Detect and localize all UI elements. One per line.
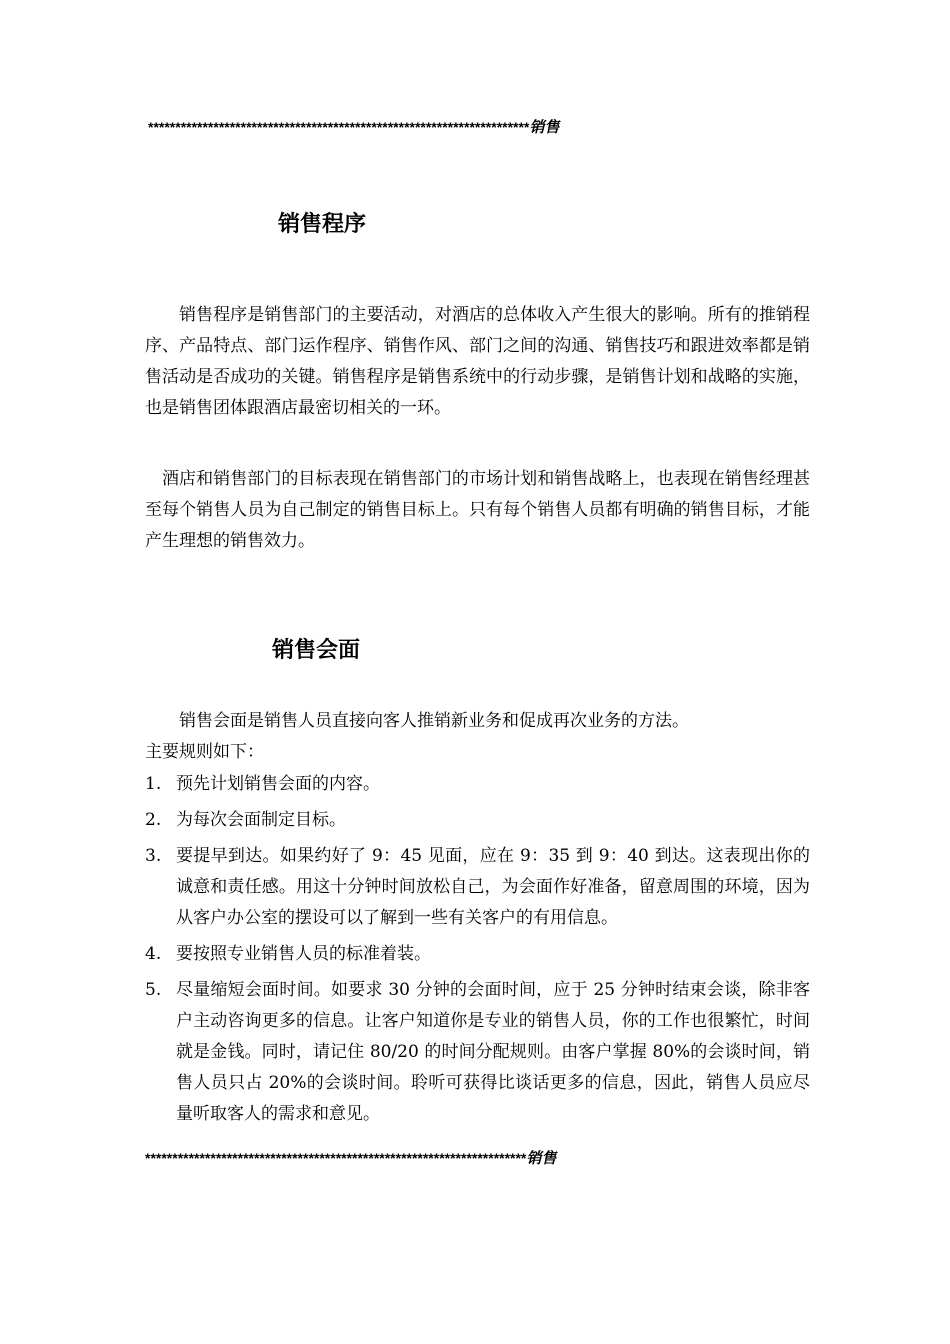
list-item-text: 预先计划销售会面的内容。 bbox=[176, 774, 380, 794]
footer-rule bbox=[145, 1147, 556, 1168]
list-item bbox=[145, 939, 810, 970]
paragraph: 销售程序是销售部门的主要活动，对酒店的总体收入产生很大的影响。所有的推销程序、产品特点、部门运作程序、销售作风、部门之间的沟通、销售技巧和跟进效率都是销售活动是否成功的关键。销售程序是销售系统中的行动步骤，是销售计划和战略的实施，也是销售团体跟酒店最密切相关的一环。 bbox=[145, 305, 810, 418]
list-item-number: 2. bbox=[145, 810, 162, 830]
list-item-number: 1. bbox=[145, 774, 162, 794]
list-item-text: 要提早到达。如果约好了 9：45 见面，应在 9：35 到 9：40 到达。这表现出你的诚意和责任感。用这十分钟时间放松自己，为会面作好准备，留意周围的环境，因为从客户办公室的摆设可以了解到一些有关客户的有用信息。 bbox=[176, 846, 810, 928]
header-rule bbox=[148, 116, 559, 137]
list-item-number: 4. bbox=[145, 944, 162, 964]
header-tag: 销售 bbox=[529, 119, 560, 136]
section-title-sales-meeting: 销售会面 bbox=[272, 638, 361, 663]
header-stars: ********************************************************************** bbox=[148, 119, 530, 135]
list-item bbox=[145, 769, 810, 800]
list-item bbox=[145, 975, 810, 1130]
rules-heading: 主要规则如下： bbox=[145, 742, 264, 762]
footer-stars: ********************************************************************** bbox=[145, 1150, 527, 1166]
list-item-text: 尽量缩短会面时间。如要求 30 分钟的会面时间，应于 25 分钟时结束会谈，除非客户主动咨询更多的信息。让客户知道你是专业的销售人员，你的工作也很繁忙，时间就是金钱。同时，请记住 80/20 的时间分配规则。由客户掌握 80%的会谈时间，销售人员只占 20%的会谈时间。聆听可获得比谈话更多的信息，因此，销售人员应尽量听取客人的需求和意见。 bbox=[176, 980, 810, 1124]
intro-paragraph: 销售会面是销售人员直接向客人推销新业务和促成再次业务的方法。 bbox=[179, 711, 689, 731]
rules-list bbox=[145, 769, 810, 1135]
list-item-text: 要按照专业销售人员的标准着装。 bbox=[176, 944, 431, 964]
section-title-sales-procedure: 销售程序 bbox=[278, 212, 367, 237]
list-item-text: 为每次会面制定目标。 bbox=[176, 810, 346, 830]
list-item-number: 3. bbox=[145, 846, 162, 866]
list-item bbox=[145, 805, 810, 836]
list-item-number: 5. bbox=[145, 980, 162, 1000]
paragraph: 酒店和销售部门的目标表现在销售部门的市场计划和销售战略上，也表现在销售经理甚至每个销售人员为自己制定的销售目标上。只有每个销售人员都有明确的销售目标，才能产生理想的销售效力。 bbox=[145, 469, 810, 551]
footer-tag: 销售 bbox=[526, 1150, 557, 1167]
list-item bbox=[145, 841, 810, 934]
